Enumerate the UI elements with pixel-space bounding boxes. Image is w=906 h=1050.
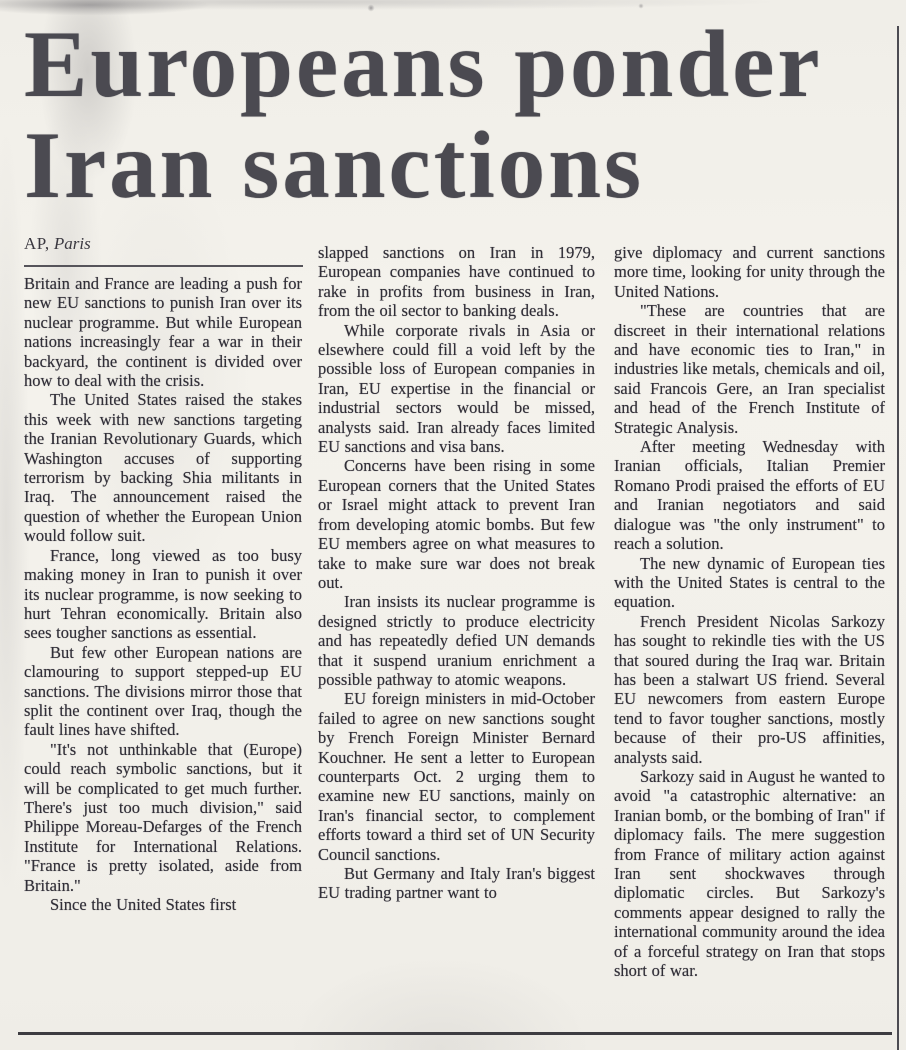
headline-line-2: Iran sanctions bbox=[24, 112, 645, 218]
article-column-3 bbox=[614, 243, 885, 980]
article-paragraph: While corporate rivals in Asia or elsewhere could fill a void left by the possible loss of European companies in Iran, EU expertise in the financial or industrial sectors would be missed, analysts said. Iran already faces limited EU sanctions and visa bans. bbox=[318, 320, 595, 457]
article-paragraph: "These are countries that are discreet in their international relations and have economic ties to Iran," in industries like metals, chemicals and oil, said Francois Gere, an Iran specialist and head of the French Institute of Strategic Analysis. bbox=[614, 301, 885, 437]
article-paragraph: But Germany and Italy Iran's biggest EU trading partner want to bbox=[318, 864, 595, 903]
article-paragraph: The new dynamic of European ties with the United States is central to the equation. bbox=[614, 553, 885, 612]
headline-line-1: Europeans ponder bbox=[24, 11, 823, 117]
article-paragraph: Britain and France are leading a push for new EU sanctions to punish Iran over its nuclear programme. But while European nations increasingly fear a war in their backyard, the continent is divided over how to deal with the crisis. bbox=[24, 274, 302, 391]
article-paragraph: After meeting Wednesday with Iranian officials, Italian Premier Romano Prodi praised the efforts of EU and Iranian negotiators and said dialogue was "the only instrument" to reach a solution. bbox=[614, 437, 885, 554]
byline-divider bbox=[24, 265, 303, 267]
article-paragraph: Sarkozy said in August he wanted to avoid "a catastrophic alternative: an Iranian bomb, or the bombing of Iran" if diplomacy fails. The mere suggestion from France of military action against Iran sent shockwaves through diplomatic circles. But Sarkozy's comments appear designed to rally the international community around the idea of a forceful strategy on Iran that stops short of war. bbox=[614, 766, 885, 981]
article-paragraph: Since the United States first bbox=[50, 895, 237, 914]
adjacent-column-divider bbox=[897, 26, 899, 1050]
byline-agency: AP, bbox=[24, 234, 50, 253]
byline-location: Paris bbox=[49, 234, 91, 253]
article-column-2 bbox=[318, 243, 595, 903]
article-headline bbox=[24, 11, 823, 218]
article-paragraph: The United States raised the stakes this week with new sanctions targeting the Iranian Revolutionary Guards, which Washington accuses of supporting terrorism by backing Shia militants in Iraq. The announcement raised the question of whether the European Union would follow suit. bbox=[24, 390, 302, 546]
article-paragraph: EU foreign ministers in mid-October failed to agree on new sanctions sought by French Foreign Minister Bernard Kouchner. He sent a letter to European counterparts Oct. 2 urging them to examine new EU sanctions, mainly on Iran's financial sector, to complement efforts toward a third set of UN Security Council sanctions. bbox=[318, 689, 595, 864]
article-paragraph: Iran insists its nuclear programme is designed strictly to produce electricity and has repeatedly defied UN demands that it suspend uranium enrichment a possible pathway to atomic weapons. bbox=[318, 592, 595, 689]
article-paragraph: give diplomacy and current sanctions more time, looking for unity through the United Nations. bbox=[614, 243, 885, 301]
article-paragraph: French President Nicolas Sarkozy has sought to rekindle ties with the US that soured during the Iraq war. Britain has been a stalwart US friend. Several EU newcomers from eastern Europe tend to favor tougher sanctions, mostly because of their pro-US affinities, analysts said. bbox=[614, 611, 885, 767]
byline bbox=[24, 234, 302, 254]
article-column-1 bbox=[24, 274, 302, 914]
article-paragraph: But few other European nations are clamouring to support stepped-up EU sanctions. The divisions mirror those that split the continent over Iraq, though the fault lines have shifted. bbox=[24, 642, 302, 740]
article-paragraph: Concerns have been rising in some European corners that the United States or Israel might attack to prevent Iran from developing atomic bombs. But few EU members agree on what measures to take to make sure war does not break out. bbox=[318, 456, 595, 592]
article-paragraph: France, long viewed as too busy making money in Iran to punish it over its nuclear programme, is now seeking to hurt Tehran economically. Britain also sees tougher sanctions as essential. bbox=[24, 545, 302, 643]
article-paragraph: "It's not unthinkable that (Europe) could reach symbolic sanctions, but it will be complicated to get much further. There's just too much division," said Philippe Moreau-Defarges of the French Institute for International Relations. "France is pretty isolated, aside from Britain." bbox=[24, 739, 302, 895]
article-paragraph: slapped sanctions on Iran in 1979, European companies have continued to rake in profits from business in Iran, from the oil sector to banking deals. bbox=[318, 243, 595, 321]
bottom-divider bbox=[18, 1032, 892, 1035]
